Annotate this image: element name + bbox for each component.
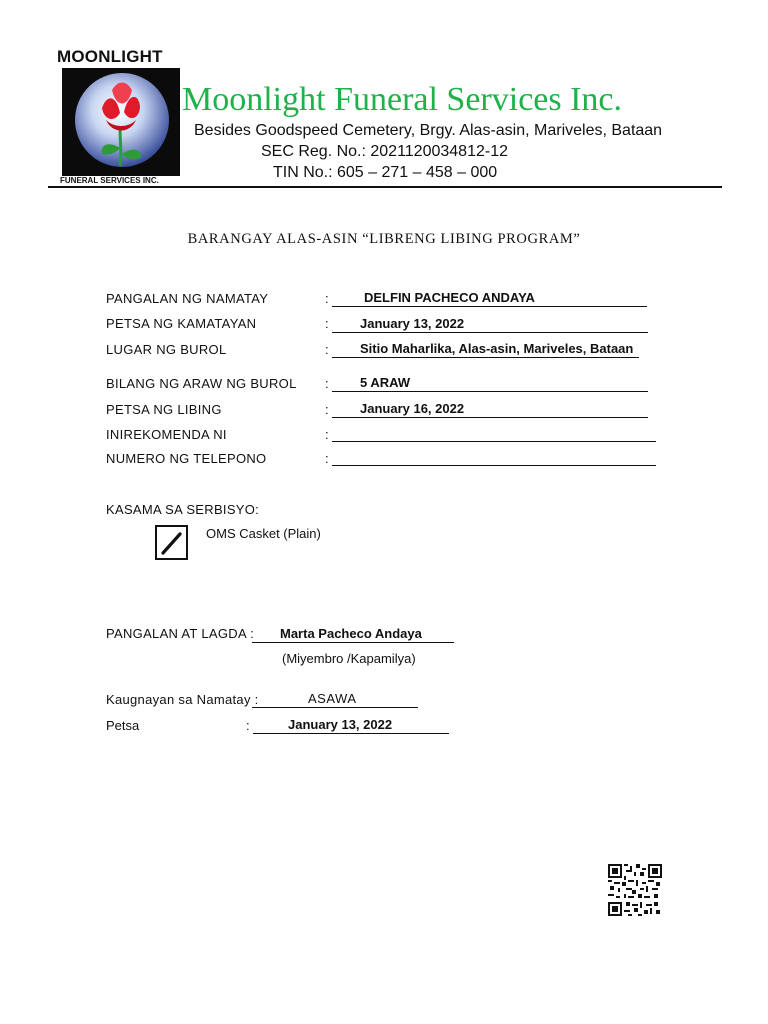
date-of-death-field [332, 316, 648, 333]
name-signature-value: Marta Pacheco Andaya [280, 626, 422, 641]
date-of-death-label: PETSA NG KAMATAYAN [106, 316, 257, 331]
burial-date-label: PETSA NG LIBING [106, 402, 222, 417]
colon: : [325, 316, 329, 331]
wake-location-field [332, 341, 639, 358]
rose-logo-icon [62, 68, 180, 176]
name-signature-field [252, 626, 454, 643]
burial-date-value: January 16, 2022 [360, 401, 465, 416]
wake-days-value: 5 ARAW [360, 375, 411, 390]
logo-bottom-text: FUNERAL SERVICES INC. [60, 176, 159, 185]
sec-registration: SEC Reg. No.: 2021120034812-12 [261, 143, 508, 160]
phone-number-label: NUMERO NG TELEPONO [106, 451, 267, 466]
deceased-name-value: DELFIN PACHECO ANDAYA [364, 290, 535, 305]
wake-location-value: Sitio Maharlika, Alas-asin, Mariveles, Bataan [360, 341, 634, 356]
recommended-by-field[interactable] [332, 425, 656, 442]
role-note: (Miyembro /Kapamilya) [282, 651, 416, 666]
colon: : [325, 451, 329, 466]
relation-label: Kaugnayan sa Namatay : [106, 692, 259, 707]
relation-field [252, 691, 418, 708]
burial-date-field [332, 401, 648, 418]
casket-checkbox[interactable] [155, 525, 188, 560]
colon: : [325, 427, 329, 442]
wake-location-label: LUGAR NG BUROL [106, 342, 227, 357]
deceased-name-field [332, 290, 647, 307]
company-name: Moonlight Funeral Services Inc. [182, 81, 623, 118]
recommended-by-label: INIREKOMENDA NI [106, 427, 227, 442]
colon: : [325, 291, 329, 306]
casket-label: OMS Casket (Plain) [206, 526, 321, 541]
colon: : [325, 342, 329, 357]
logo-top-text: MOONLIGHT [57, 47, 163, 66]
colon: : [325, 402, 329, 417]
date-label: Petsa [106, 718, 140, 733]
phone-number-field[interactable] [332, 449, 656, 466]
wake-days-label: BILANG NG ARAW NG BUROL [106, 376, 297, 391]
name-signature-label: PANGALAN AT LAGDA : [106, 626, 255, 641]
program-title: BARANGAY ALAS-ASIN “LIBRENG LIBING PROGRAM” [187, 231, 581, 247]
colon: : [325, 376, 329, 391]
date-colon: : [246, 718, 250, 733]
company-address: Besides Goodspeed Cemetery, Brgy. Alas-asin, Mariveles, Bataan [194, 122, 663, 139]
check-mark-icon [157, 527, 186, 558]
date-field [253, 717, 449, 734]
deceased-name-label: PANGALAN NG NAMATAY [106, 291, 269, 306]
date-of-death-value: January 13, 2022 [360, 316, 465, 331]
tin-number: TIN No.: 605 – 271 – 458 – 000 [273, 164, 498, 181]
relation-value: ASAWA [308, 691, 357, 706]
header-divider [48, 186, 722, 188]
qr-code-icon [608, 864, 662, 916]
services-heading: KASAMA SA SERBISYO: [106, 502, 260, 517]
wake-days-field [332, 375, 648, 392]
date-value: January 13, 2022 [288, 717, 393, 732]
